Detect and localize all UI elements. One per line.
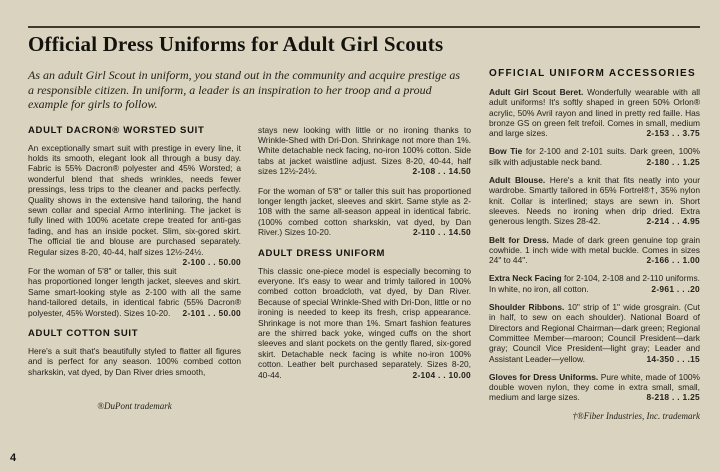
accessory-item-shoulder-ribbons <box>489 302 700 364</box>
paragraph <box>28 142 241 267</box>
price-label: 2-108 . . 14.50 <box>412 166 471 177</box>
price-label: 2-153 . . 3.75 <box>646 128 700 139</box>
paragraph <box>258 125 471 177</box>
item-text: 10" strip of 1" wide grosgrain. (Cut in half, to sew on each shoulder). National Board of Directors and Regional Chairman—dark green; Regional Committee Member—maroon; Council President—dark gray; Council Vice President—light gray; Leader and Assistant Leader—yellow. <box>489 302 700 364</box>
item-lead: Gloves for Dress Uniforms. <box>489 371 599 382</box>
item-text: Wonderfully wearable with all adult uniforms! It's softly shaped in green 50% Orlon® acrylic, 50% Avril rayon and lined in pretty red faille. Has bronze GS on green felt trefoil. Comes in small, medium and large sizes. <box>489 87 700 139</box>
heading-cotton-suit: ADULT COTTON SUIT <box>28 328 139 339</box>
item-lead: Belt for Dress. <box>489 234 549 245</box>
paragraph <box>28 266 241 318</box>
intro-text: As an adult Girl Scout in uniform, you stand out in the community and acquire prestige as a responsible citizen. In uniform, a leader is an inspiration to her troop and a proud example for girls to follow. <box>28 68 461 111</box>
item-lead: Shoulder Ribbons. <box>489 302 565 313</box>
page-title: Official Dress Uniforms for Adult Girl Scouts <box>28 32 444 56</box>
page-number: 4 <box>10 452 17 464</box>
paragraph <box>258 266 471 380</box>
paragraph: Here's a suit that's beautifully styled to flatter all figures and is perfect for any season. 100% combed cotton sharkskin, vat dyed, by Dan River dries smooth, <box>28 346 241 377</box>
content-area <box>28 68 700 421</box>
heading-dacron-worsted-suit: ADULT DACRON® WORSTED SUIT <box>28 124 205 136</box>
price-label: 2-100 . . 50.00 <box>182 256 241 267</box>
text-columns <box>28 125 472 412</box>
accessory-item-beret <box>489 87 700 138</box>
item-text: for 2-100 and 2-101 suits. Dark green, 100% silk with adjustable neck band. <box>489 146 700 167</box>
accessory-item-blouse <box>489 175 700 226</box>
price-label: 14-350 . . .15 <box>646 353 700 364</box>
accessories-column <box>489 68 700 421</box>
item-lead: Bow Tie <box>489 146 523 157</box>
item-lead: Adult Girl Scout Beret. <box>489 87 584 97</box>
price-label: 2-104 . . 10.00 <box>412 369 471 380</box>
column-1 <box>28 125 241 412</box>
accessory-item-gloves <box>489 372 700 403</box>
paragraph-text: An exceptionally smart suit with prestige in every line, it holds its smooth, elegant look all through a busy day. Fabric is 55% Dacron® polyester and 45% Worsted; a wonderful blend that sheds wrinkles, needs fewer pressings, less trips to the cleaner and packs perfectly. Quality shows in the extensive hand tailoring, the hand sewn collar and special Armo interlining. The jacket is fully lined with 100% acetate crepe treated for anti-gas fading, and has an inside pocket. Slim, six-gored skirt. The official tie and blouse are purchased separately. Regular sizes 8-20, 40-44, half sizes 12½-24½. <box>28 142 241 257</box>
price-label: 2-961 . . .20 <box>651 283 700 294</box>
heading-dress-uniform: ADULT DRESS UNIFORM <box>258 247 386 259</box>
accessory-item-belt <box>489 235 700 266</box>
price-label: 8-218 . . 1.25 <box>646 392 700 403</box>
item-lead: Adult Blouse. <box>489 175 546 186</box>
item-text: Pure white, made of 100% double woven nylon, they come in extra small, small, medium and large sizes. <box>489 371 700 403</box>
paragraph-text: stays new looking with little or no ironing thanks to Wrinkle-Shed with Dri-Don. Shrinkage not more than 1%. White detachable neck facing, no-iron 100% cotton. Side tabs at jacket waistline adjust. Sizes 8-20, 40-44, half sizes 12½-24½. <box>258 124 471 177</box>
price-label: 2-180 . . 1.25 <box>646 156 700 167</box>
left-section <box>28 68 472 421</box>
paragraph <box>258 186 471 238</box>
item-text: Here's a knit that fits neatly into your wardrobe. Smartly tailored in 65% Fortrel®†, 35% nylon knit. Collar is interlined; stays are sewn in. Short sleeves. Needs no ironing when drip dried. Extra generous length. Sizes 28-42. <box>489 175 701 227</box>
price-label: 2-110 . . 14.50 <box>412 227 471 238</box>
price-label: 2-101 . . 50.00 <box>182 307 241 318</box>
heading-uniform-accessories: OFFICIAL UNIFORM ACCESSORIES <box>489 68 696 79</box>
item-lead: Extra Neck Facing <box>489 273 562 284</box>
paragraph-text: This classic one-piece model is especially becoming to everyone. It's easy to wear and trimly tailored in 100% combed cotton broadcloth, vat dyed, by Dan River. Because of special Wrinkle-Shed with Dri-Don, little or no ironing is needed to keep its fresh, crisp appearance. Shrinkage is not more than 1%. Smart fashion features are the shirred back yoke, winged cuffs on the short sleeves and slant pockets on the gently flared, six-gored skirt. Detachable neck facing is white no-iron 100% cotton. Leather belt purchased separately. Sizes 8-20, 40-44. <box>258 265 471 380</box>
paragraph-text: For the woman of 5'8" or taller, this suit has proportioned longer length jacket, sleeves and skirt. Same smart-looking style as 2-100 with all the same hand-tailored details, in identical fabric (55% Dacron® polyester, 45% Worsted). Sizes 10-20. <box>28 265 241 318</box>
price-label: 2-166 . . 1.00 <box>646 255 700 266</box>
price-label: 2-214 . . 4.95 <box>646 216 700 227</box>
accessory-item-neck-facing <box>489 273 700 294</box>
item-text: Made of dark green genuine top grain cowhide. 1 inch wide with metal buckle. Comes in sizes 24" to 44". <box>489 234 701 266</box>
paragraph-text: For the woman of 5'8" or taller this suit has proportioned longer length jacket, sleeves and skirt. Same style as 2-108 with the same all-season appeal in identical fabric. (100% combed cotton sharkskin, vat dyed, by Dan River.) Sizes 10-20. <box>258 185 471 238</box>
item-text: for 2-104, 2-108 and 2-110 uniforms. In white, no iron, all cotton. <box>489 273 700 294</box>
footnote-dupont: ®DuPont trademark <box>97 401 172 412</box>
footnote-fiber-industries: †®Fiber Industries, Inc. trademark <box>572 410 700 421</box>
accessory-item-bow-tie <box>489 146 700 167</box>
top-rule <box>28 26 700 28</box>
column-2 <box>258 125 471 412</box>
